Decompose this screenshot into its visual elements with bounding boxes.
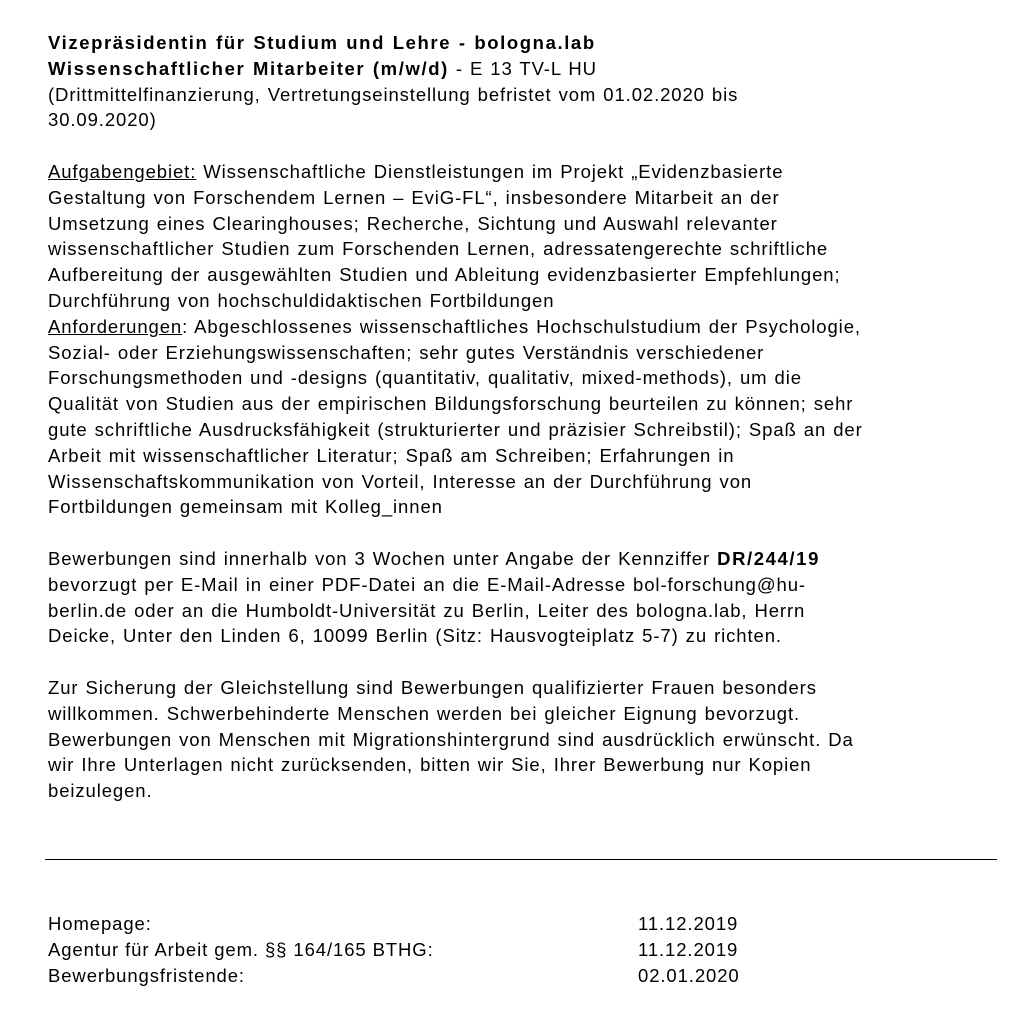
requirements-line xyxy=(48,314,1008,340)
tasks-text: Gestaltung von Forschendem Lernen – EviG-FL“, insbesondere Mitarbeit an der xyxy=(48,186,780,208)
application-text: berlin.de oder an die Humboldt-Universität zu Berlin, Leiter des bologna.lab, Herrn xyxy=(48,599,806,621)
tasks-line xyxy=(48,159,1008,185)
pay-grade: - E 13 TV-L HU xyxy=(448,57,597,79)
requirements-text: Fortbildungen gemeinsam mit Kolleg_innen xyxy=(48,496,443,518)
tasks-text: Wissenschaftliche Dienstleistungen im Projekt „Evidenzbasierte xyxy=(196,160,784,182)
application-line xyxy=(48,546,1008,572)
date-label: Homepage: xyxy=(48,913,152,934)
tasks-text: wissenschaftlicher Studien zum Forschenden Lernen, adressatengerechte schriftliche xyxy=(48,238,829,260)
spacer xyxy=(48,133,1008,159)
date-row-homepage xyxy=(48,911,740,937)
position-title-line xyxy=(48,56,1008,82)
date-row-deadline xyxy=(48,963,740,989)
spacer xyxy=(48,649,1008,675)
equality-text: Zur Sicherung der Gleichstellung sind Bewerbungen qualifizierter Frauen besonders xyxy=(48,676,817,698)
equality-text: wir Ihre Unterlagen nicht zurücksenden, bitten wir Sie, Ihrer Bewerbung nur Kopien xyxy=(48,754,812,776)
spacer xyxy=(48,520,1008,546)
requirements-text: Arbeit mit wissenschaftlicher Literatur; Spaß am Schreiben; Erfahrungen in xyxy=(48,444,735,466)
application-text: Bewerbungen sind innerhalb von 3 Wochen unter Angabe der Kennziffer xyxy=(48,547,718,569)
date-row-agentur xyxy=(48,937,740,963)
requirements-text: Sozial- oder Erziehungswissenschaften; sehr gutes Verständnis verschiedener xyxy=(48,341,765,363)
requirements-text: Qualität von Studien aus der empirischen Bildungsforschung beurteilen zu können; sehr xyxy=(48,393,854,415)
tasks-text: Aufbereitung der ausgewählten Studien und Ableitung evidenzbasierter Empfehlungen; xyxy=(48,264,841,286)
position-title: Wissenschaftlicher Mitarbeiter (m/w/d) xyxy=(48,57,449,79)
requirements-text: Wissenschaftskommunikation von Vorteil, Interesse an der Durchführung von xyxy=(48,470,753,492)
date-label: Bewerbungsfristende: xyxy=(48,964,245,986)
equality-text: Bewerbungen von Menschen mit Migrationshintergrund sind ausdrücklich erwünscht. Da xyxy=(48,728,854,750)
application-text: bevorzugt per E-Mail in einer PDF-Datei an die E-Mail-Adresse bol-forschung@hu- xyxy=(48,573,806,595)
requirements-text: : Abgeschlossenes wissenschaftliches Hochschulstudium der Psychologie, xyxy=(182,315,861,337)
funding-info-line-1: (Drittmittelfinanzierung, Vertretungseinstellung befristet vom 01.02.2020 bis xyxy=(48,83,739,105)
funding-info-line-2: 30.09.2020) xyxy=(48,109,157,131)
requirements-text: Forschungsmethoden und -designs (quantitativ, qualitativ, mixed-methods), um die xyxy=(48,367,802,389)
requirements-text: gute schriftliche Ausdrucksfähigkeit (strukturierter und präzisier Schreibstil); Spaß an der xyxy=(48,418,863,440)
requirements-label: Anforderungen xyxy=(48,315,183,337)
date-value: 11.12.2019 xyxy=(638,913,739,934)
department-title: Vizepräsidentin für Studium und Lehre - bologna.lab xyxy=(48,32,596,53)
job-posting xyxy=(48,30,1008,804)
application-text: Deicke, Unter den Linden 6, 10099 Berlin (Sitz: Hausvogteiplatz 5-7) zu richten. xyxy=(48,625,782,647)
date-value: 02.01.2020 xyxy=(638,964,740,986)
date-value: 11.12.2019 xyxy=(638,938,739,960)
divider xyxy=(45,859,997,860)
date-label: Agentur für Arbeit gem. §§ 164/165 BTHG: xyxy=(48,938,434,960)
tasks-text: Umsetzung eines Clearinghouses; Recherche, Sichtung und Auswahl relevanter xyxy=(48,212,778,234)
tasks-text: Durchführung von hochschuldidaktischen Fortbildungen xyxy=(48,289,555,311)
publication-dates xyxy=(48,911,740,988)
reference-code: DR/244/19 xyxy=(717,547,820,569)
tasks-label: Aufgabengebiet: xyxy=(48,160,197,182)
equality-text: beizulegen. xyxy=(48,780,153,802)
equality-text: willkommen. Schwerbehinderte Menschen werden bei gleicher Eignung bevorzugt. xyxy=(48,702,801,724)
